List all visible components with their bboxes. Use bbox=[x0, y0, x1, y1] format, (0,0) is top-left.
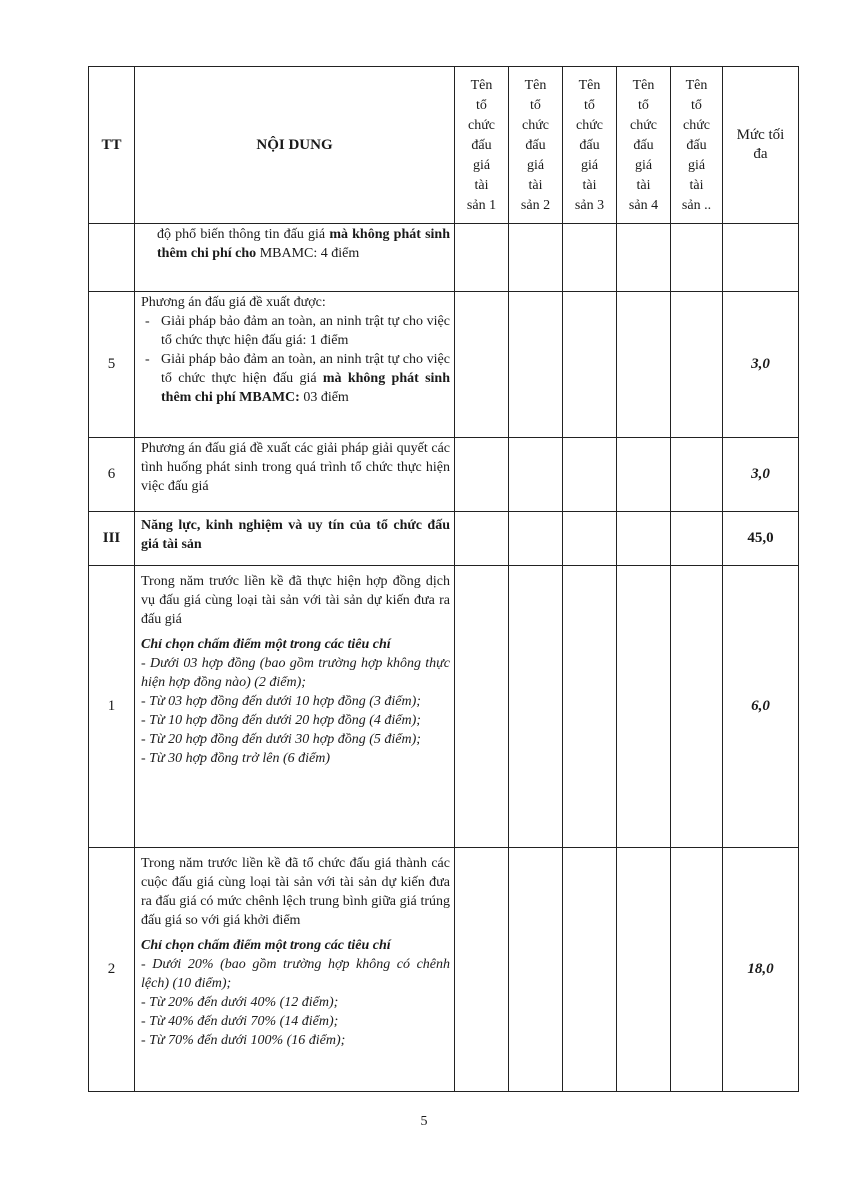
header-org-5: Tên tổ chức đấu giá tài sản .. bbox=[671, 67, 723, 224]
scoring-table bbox=[88, 66, 799, 1092]
row-content: Trong năm trước liền kề đã thực hiện hợp đồng dịch vụ đấu giá cùng loại tài sản với tài sản dự kiến đưa ra đấu giá Chỉ chọn chấm điểm một trong các tiêu chí - Dưới 03 hợp đồng (bao gồm trường hợp không thực hiện hợp đồng nào) (2 điểm); - Từ 03 hợp đồng đến dưới 10 hợp đồng (3 điểm); - Từ 10 hợp đồng đến dưới 20 hợp đồng (4 điểm); - Từ 20 hợp đồng đến dưới 30 hợp đồng (5 điểm); - Từ 30 hợp đồng trở lên (6 điểm) bbox=[135, 566, 455, 848]
row-tt: III bbox=[89, 512, 135, 566]
list-item: - Từ 03 hợp đồng đến dưới 10 hợp đồng (3 điểm); bbox=[141, 694, 421, 709]
list-item: - Dưới 20% (bao gồm trường hợp không có chênh lệch) (10 điểm); bbox=[141, 957, 450, 991]
table-row bbox=[89, 566, 799, 848]
table-row bbox=[89, 224, 799, 292]
row-tt bbox=[89, 224, 135, 292]
header-org-1: Tên tổ chức đấu giá tài sản 1 bbox=[455, 67, 509, 224]
page-number: 5 bbox=[420, 1114, 428, 1129]
row-content: Trong năm trước liền kề đã tổ chức đấu giá thành các cuộc đấu giá cùng loại tài sản với tài sản dự kiến đưa ra đấu giá có mức chênh lệch trung bình giữa giá trúng đấu giá so với giá khởi điểm Chỉ chọn chấm điểm một trong các tiêu chí - Dưới 20% (bao gồm trường hợp không có chênh lệch) (10 điểm); - Từ 20% đến dưới 40% (12 điểm); - Từ 40% đến dưới 70% (14 điểm); - Từ 70% đến dưới 100% (16 điểm); bbox=[135, 848, 455, 1092]
row-score: 3,0 bbox=[723, 292, 799, 438]
criteria-label: Chỉ chọn chấm điểm một trong các tiêu chí bbox=[141, 637, 391, 652]
list-item: - Từ 10 hợp đồng đến dưới 20 hợp đồng (4 điểm); bbox=[141, 713, 421, 728]
list-item: - Từ 70% đến dưới 100% (16 điểm); bbox=[141, 1033, 346, 1048]
row-score bbox=[723, 224, 799, 292]
header-max-score: Mức tối đa bbox=[723, 67, 799, 224]
row-content: Phương án đấu giá đề xuất các giải pháp giải quyết các tình huống phát sinh trong quá trình tổ chức thực hiện việc đấu giá bbox=[135, 438, 455, 512]
row-score: 6,0 bbox=[723, 566, 799, 848]
criteria-label: Chỉ chọn chấm điểm một trong các tiêu chí bbox=[141, 938, 391, 953]
header-content: NỘI DUNG bbox=[135, 67, 455, 224]
table-header-row bbox=[89, 67, 799, 224]
list-item: - Từ 20% đến dưới 40% (12 điểm); bbox=[141, 995, 339, 1010]
row-tt: 1 bbox=[89, 566, 135, 848]
list-item: - Từ 20 hợp đồng đến dưới 30 hợp đồng (5 điểm); bbox=[141, 732, 421, 747]
row-content: Phương án đấu giá đề xuất được: - Giải pháp bảo đảm an toàn, an ninh trật tự cho việc tổ chức thực hiện đấu giá: 1 điểm - Giải pháp bảo đảm an toàn, an ninh trật tự cho việc tổ chức thực hiện đấu giá mà không phát sinh thêm chi phí MBAMC: 03 điểm bbox=[135, 292, 455, 438]
header-org-4: Tên tổ chức đấu giá tài sản 4 bbox=[617, 67, 671, 224]
row-tt: 2 bbox=[89, 848, 135, 1092]
header-org-3: Tên tổ chức đấu giá tài sản 3 bbox=[563, 67, 617, 224]
row-content: Năng lực, kinh nghiệm và uy tín của tổ chức đấu giá tài sản bbox=[135, 512, 455, 566]
list-item: - Dưới 03 hợp đồng (bao gồm trường hợp không thực hiện hợp đồng nào) (2 điểm); bbox=[141, 656, 450, 690]
row-content: độ phổ biến thông tin đấu giá mà không phát sinh thêm chi phí cho MBAMC: 4 điểm bbox=[135, 224, 455, 292]
list-item: - Từ 40% đến dưới 70% (14 điểm); bbox=[141, 1014, 339, 1029]
row-score: 3,0 bbox=[723, 438, 799, 512]
row-tt: 5 bbox=[89, 292, 135, 438]
list-item: - Giải pháp bảo đảm an toàn, an ninh trật tự cho việc tổ chức thực hiện đấu giá: 1 điểm bbox=[141, 312, 450, 350]
list-item: - Giải pháp bảo đảm an toàn, an ninh trật tự cho việc tổ chức thực hiện đấu giá mà không phát sinh thêm chi phí MBAMC: 03 điểm bbox=[141, 350, 450, 407]
row-tt: 6 bbox=[89, 438, 135, 512]
table-row bbox=[89, 292, 799, 438]
table-row bbox=[89, 438, 799, 512]
row-score: 18,0 bbox=[723, 848, 799, 1092]
table-row bbox=[89, 512, 799, 566]
table-row bbox=[89, 848, 799, 1092]
list-item: - Từ 30 hợp đồng trở lên (6 điểm) bbox=[141, 751, 331, 766]
row-score: 45,0 bbox=[723, 512, 799, 566]
header-tt: TT bbox=[89, 67, 135, 224]
header-org-2: Tên tổ chức đấu giá tài sản 2 bbox=[509, 67, 563, 224]
